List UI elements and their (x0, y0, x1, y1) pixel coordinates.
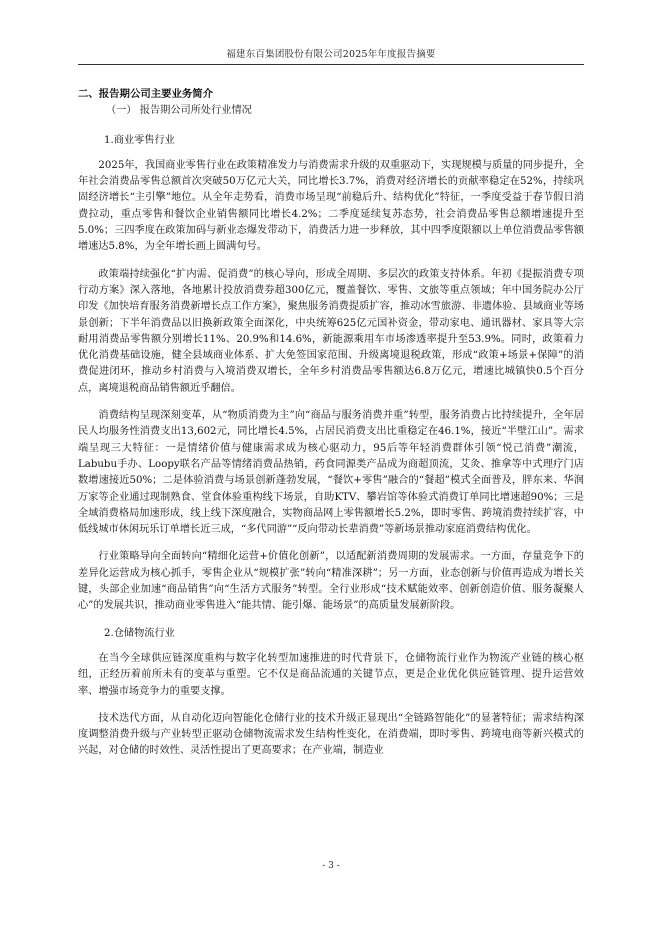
retail-paragraph: 消费结构呈现深刻变革，从“物质消费为主”向“商品与服务消费并重”转型，服务消费占比持续提升，全年居民人均服务性消费支出13,602元，同比增长4.5%，占居民消费支出比重稳定在46.1%，接近“半壁江山”。需求端呈现三大特征：一是情绪价值与健康需求成为核心驱动力，95后等年轻消费群体引领“悦己消费”潮流，Labubu手办、Loopy联名产品等情绪消费品热销，药食同源类产品成为商超顶流，艾灸、推拿等中式理疗门店数增速接近50%；二是体验消费与场景创新蓬勃发展，“餐饮+零售”融合的“餐超”模式全面普及，胖东来、华润万家等企业通过现制熟食、堂食体验重构线下场景，自助KTV、攀岩馆等体验式消费订单同比增速超90%；三是全域消费格局加速形成，线上线下深度融合，实物商品网上零售额增长5.2%，即时零售、跨境消费持续扩容，中低线城市休闲玩乐订单增长近三成，“多代同游”“反向带动长辈消费”等新场景推动家庭消费结构优化。 (78, 410, 584, 536)
logistics-paragraph: 在当今全球供应链深度重构与数字化转型加速推进的时代背景下，仓储物流行业作为物流产业链的核心枢纽，正经历着前所未有的变革与重塑。它不仅是商品流通的关键节点，更是企业优化供应链管理、提升运营效率、增强市场竞争力的重要支撑。 (78, 652, 584, 697)
retail-paragraph: 政策端持续强化“扩内需、促消费”的核心导向，形成全周期、多层次的政策支持体系。年初《提振消费专项行动方案》深入落地，各地累计投放消费券超300亿元，覆盖餐饮、零售、文旅等重点领域；年中国务院办公厅印发《加快培育服务消费新增长点工作方案》，聚焦服务消费提质扩容，推动冰雪旅游、非遗体验、县域商业等场景创新；下半年消费品以旧换新政策全面深化，中央统筹625亿元国补资金，带动家电、通讯器材、家具等大宗耐用消费品零售额分别增长11%、20.9%和14.6%，新能源乘用车市场渗透率提升至53.9%。同时，政策着力优化消费基础设施，健全县域商业体系、扩大免签国家范围、升级离境退税政策，形成“政策+场景+保障”的消费促进闭环，推动乡村消费与入境消费双增长，全年乡村消费品零售额达6.8万亿元，增速比城镇快0.5个百分点，离境退税商品销售额近乎翻倍。 (78, 268, 584, 394)
retail-paragraph: 行业策略导向全面转向“精细化运营+价值化创新”，以适配新消费周期的发展需求。一方面，存量竞争下的差异化运营成为核心抓手，零售企业从“规模扩张”转向“精准深耕”；另一方面，业态创新与价值再造成为增长关键，头部企业加速“商品销售”向“生活方式服务”转型。全行业形成“技术赋能效率、创新创造价值、服务凝聚人心”的发展共识，推动商业零售进入“能共情、能引爆、能场景”的高质量发展新阶段。 (78, 551, 584, 612)
logistics-paragraph: 技术迭代方面，从自动化迈向智能化仓储行业的技术升级正显现出“全链路智能化”的显著特征；需求结构深度调整消费升级与产业转型正驱动仓储物流需求发生结构性变化，在消费端，即时零售、跨境电商等新兴模式的兴起，对仓储的时效性、灵活性提出了更高要求；在产业端，制造业 (78, 712, 584, 757)
retail-paragraph: 2025年，我国商业零售行业在政策精准发力与消费需求升级的双重驱动下，实现规模与质量的同步提升，全年社会消费品零售总额首次突破50万亿元大关，同比增长3.7%，消费对经济增长的贡献率稳定在52%，持续巩固经济增长“主引擎”地位。从全年走势看，消费市场呈现“前稳后升、结构优化”特征，一季度受益于春节假日消费拉动，重点零售和餐饮企业销售额同比增长4.2%；二季度延续复苏态势，社会消费品零售总额增速提升至5.0%；三四季度在政策加码与新业态爆发带动下，消费活力进一步释放，其中四季度限额以上单位消费品零售额增速达5.8%，为全年增长画上圆满句号。 (78, 159, 584, 253)
page-header: 福建东百集团股份有限公司2025年年度报告摘要 (78, 46, 584, 65)
subsection-title: （一） 报告期公司所处行业情况 (106, 105, 252, 117)
logistics-industry-heading: 2.仓储物流行业 (104, 627, 175, 639)
page-number: - 3 - (322, 861, 340, 871)
retail-industry-heading: 1.商业零售行业 (104, 134, 175, 146)
section-title: 二、报告期公司主要业务简介 (78, 88, 214, 100)
report-body (78, 86, 584, 771)
